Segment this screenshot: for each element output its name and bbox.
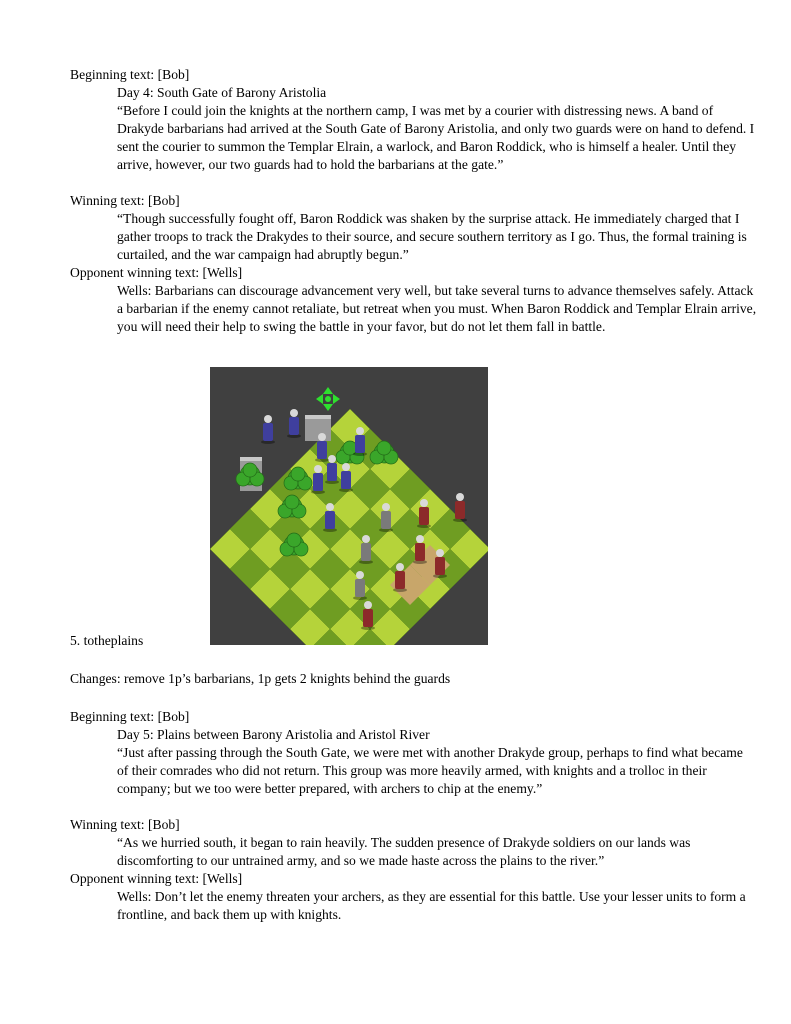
section5-beginning-label: Beginning text: [Bob] bbox=[70, 709, 190, 724]
section5-winning-label: Winning text: [Bob] bbox=[70, 817, 180, 832]
section4-beginning-label: Beginning text: [Bob] bbox=[70, 67, 190, 82]
changes-text: Changes: remove 1p’s barbarians, 1p gets 2 knights behind the guards bbox=[70, 671, 451, 686]
section4-opponent-text: Wells: Barbarians can discourage advancement very well, but take several turns to advance themselves safely. Attack a barbarian if the enemy cannot retaliate, but retreat when you must. When Baron Roddick and Templar Elrain arrive, you will need their help to swing the battle in your favor, but do not let them fall in battle. bbox=[117, 283, 757, 334]
blue-unit bbox=[287, 409, 301, 438]
battle-map-image bbox=[210, 367, 488, 645]
section4-beginning-text: “Before I could join the knights at the northern camp, I was met by a courier with distressing news. A band of Drakyde barbarians had arrived at the South Gate of Barony Aristolia, and only two guards were on hand to defend. I sent the courier to summon the Templar Elrain, a warlock, and Baron Roddick, who is himself a healer. Until they arrive, however, our two guards had to hold the barbarians at the gate.” bbox=[117, 103, 755, 172]
section5-day-title: Day 5: Plains between Barony Aristolia and Aristol River bbox=[117, 727, 430, 742]
section5-winning-text: “As we hurried south, it began to rain heavily. The sudden presence of Drakyde soldiers on our lands was discomforting to our untrained army, and so we made haste across the plains to the river.” bbox=[117, 835, 691, 868]
section4-opponent-label: Opponent winning text: [Wells] bbox=[70, 265, 243, 280]
section4-winning-text: “Though successfully fought off, Baron Roddick was shaken by the surprise attack. He immediately charged that I gather troops to track the Drakydes to their source, and secure southern territory as I go. Thus, the formal training is curtailed, and the war campaign had abruptly begun.” bbox=[117, 211, 747, 262]
map-caption: 5. totheplains bbox=[70, 633, 144, 648]
blue-unit bbox=[261, 415, 275, 444]
section4-day-title: Day 4: South Gate of Barony Aristolia bbox=[117, 85, 327, 100]
section5-opponent-label: Opponent winning text: [Wells] bbox=[70, 871, 243, 886]
move-cursor-icon bbox=[316, 387, 340, 411]
battle-map-svg bbox=[210, 367, 488, 645]
section5-opponent-text: Wells: Don’t let the enemy threaten your archers, as they are essential for this battle. Use your lesser units to form a frontline, and back them up with knights. bbox=[117, 889, 746, 922]
section5-beginning-text: “Just after passing through the South Gate, we were met with another Drakyde group, perhaps to find what became of their comrades who did not return. This group was more heavily armed, with knights and a trolloc in their company; but we too were better prepared, with archers to chip at the enemy.” bbox=[117, 745, 743, 796]
section4-winning-label: Winning text: [Bob] bbox=[70, 193, 180, 208]
